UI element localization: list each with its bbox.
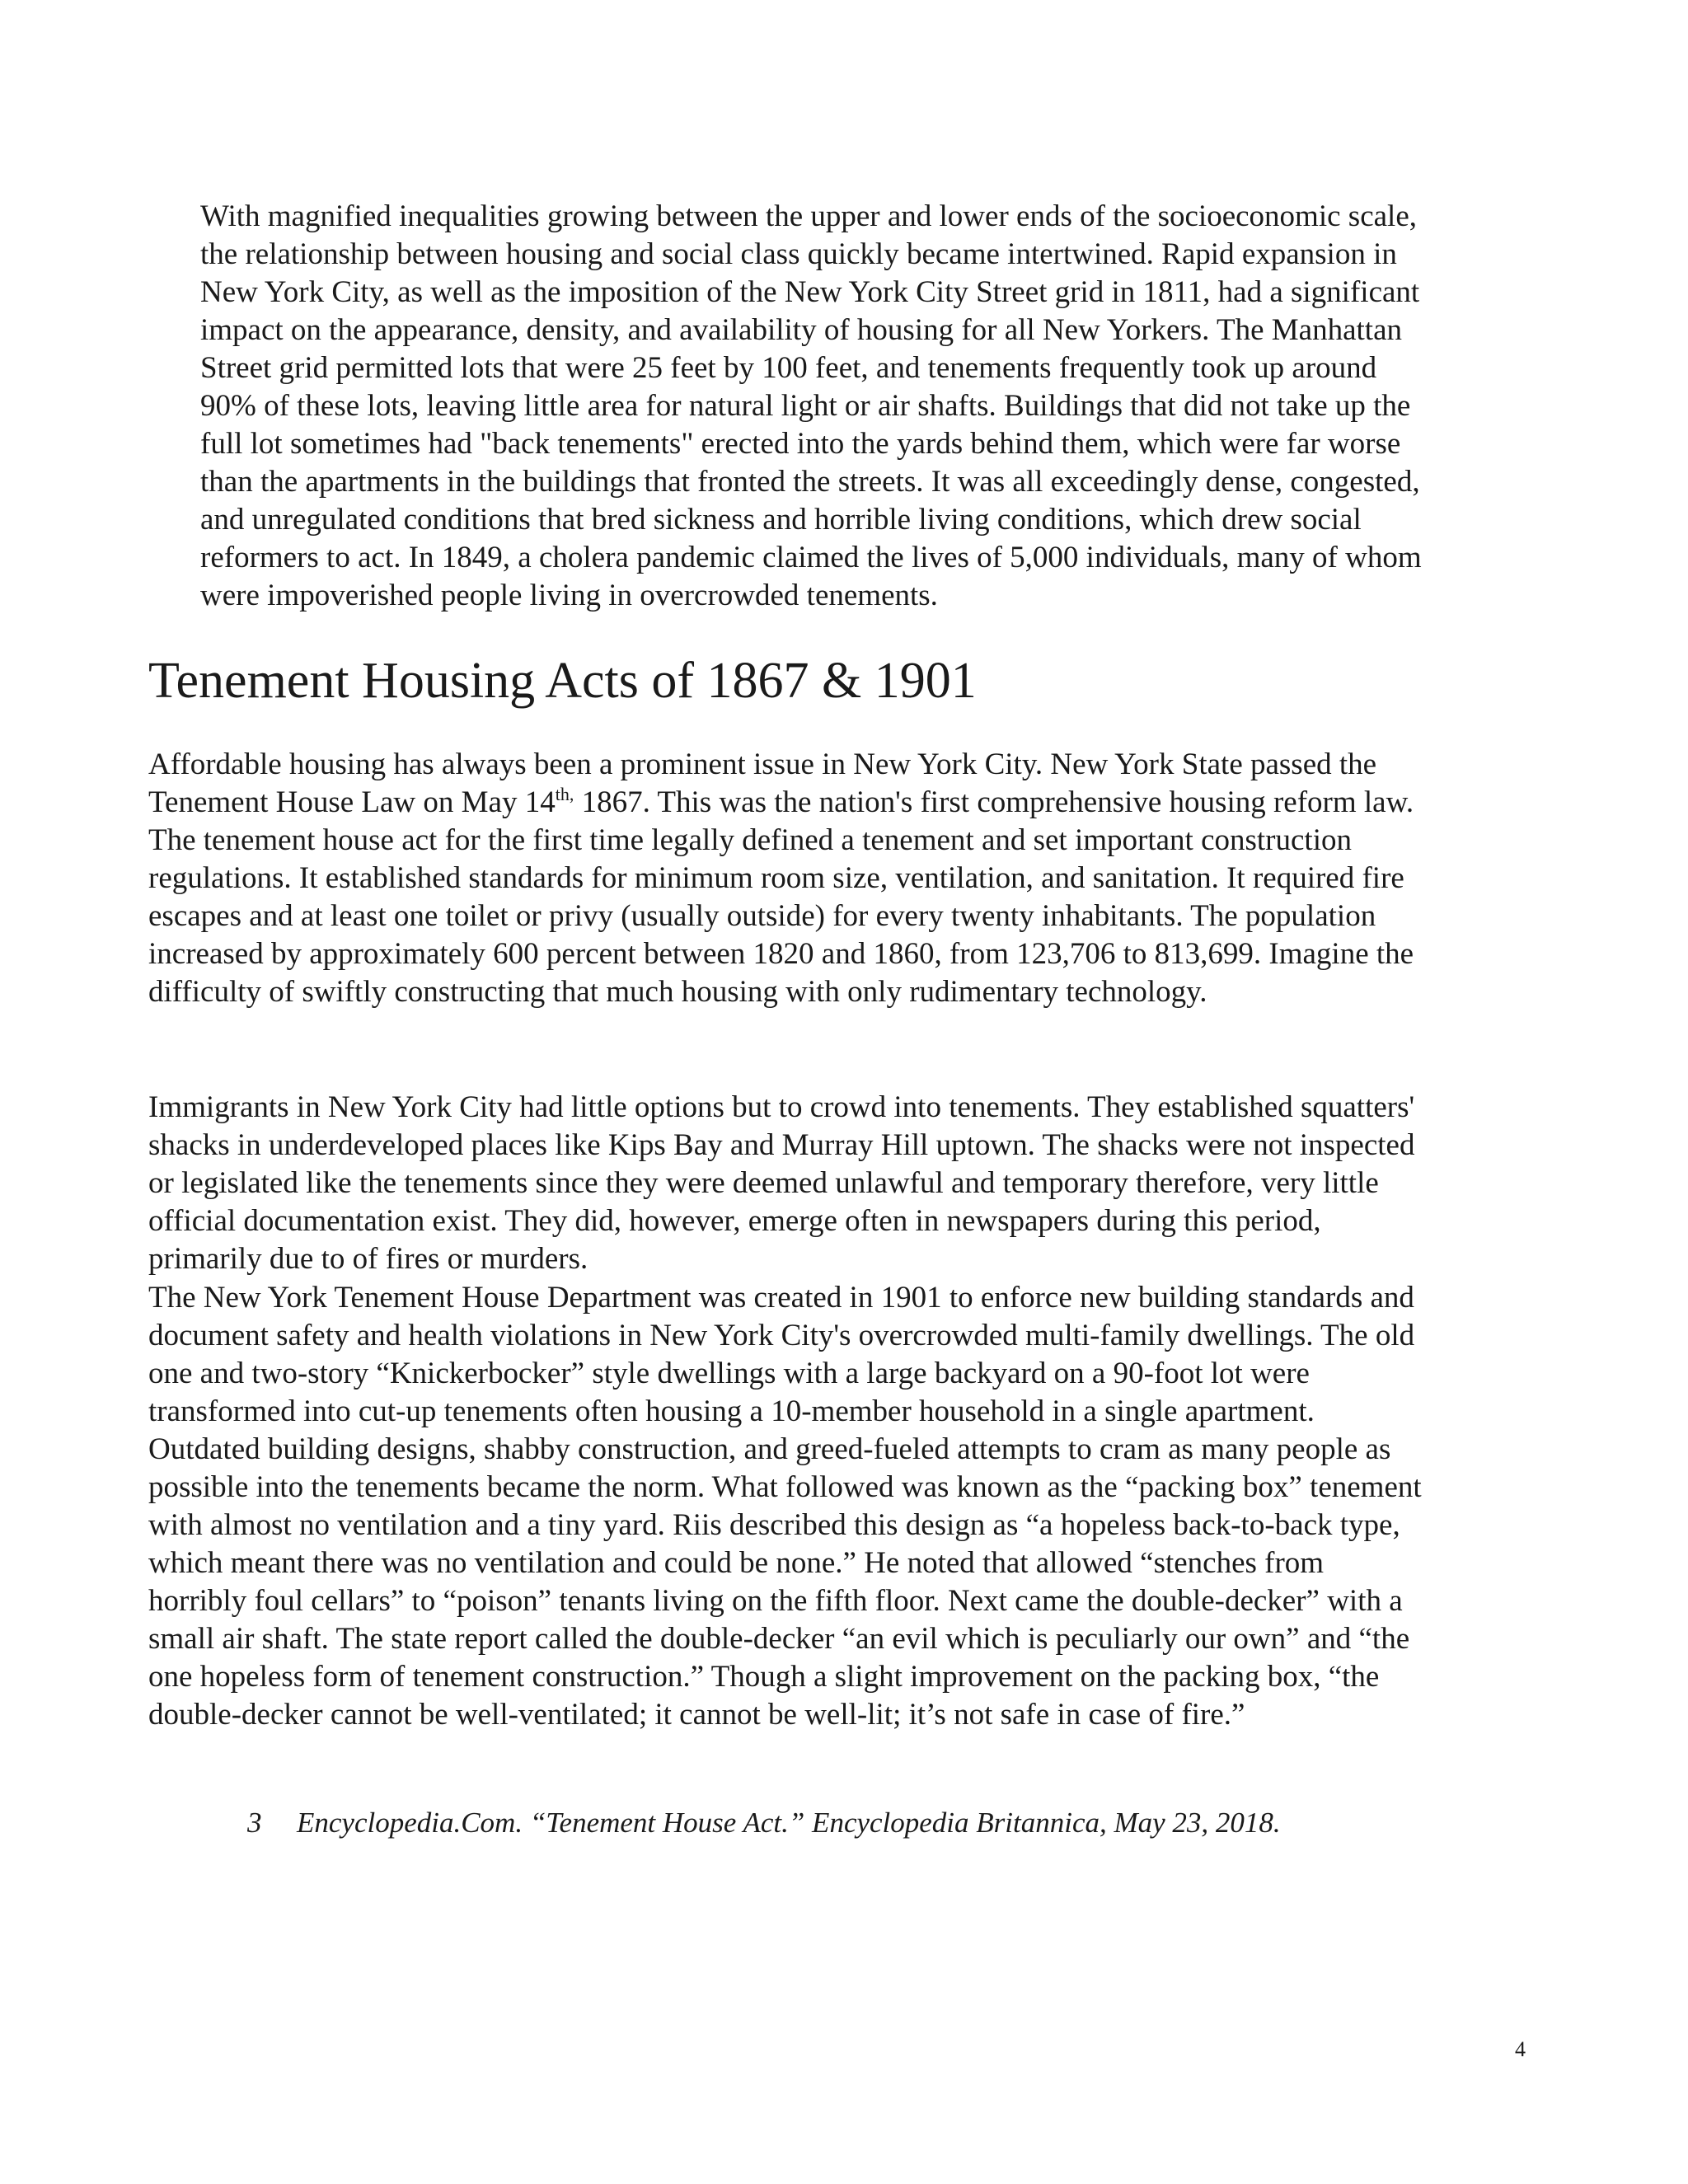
section-heading: Tenement Housing Acts of 1867 & 1901 <box>148 653 977 709</box>
page-number: 4 <box>1515 2037 1526 2061</box>
text-line: New York City, as well as the imposition of the New York City Street grid in 1811, had a significant <box>200 275 1420 309</box>
text-line: Street grid permitted lots that were 25 feet by 100 feet, and tenements frequently took up around <box>200 351 1377 385</box>
text-line: small air shaft. The state report called the double-decker “an evil which is peculiarly our own” and “the <box>148 1622 1410 1656</box>
text-line: which meant there was no ventilation and could be none.” He noted that allowed “stenches from <box>148 1546 1325 1580</box>
text-line: The tenement house act for the first time legally defined a tenement and set important construction <box>148 823 1352 857</box>
footnote <box>247 1805 1281 1841</box>
text-line: horribly foul cellars” to “poison” tenants living on the fifth floor. Next came the double-decker” with a <box>148 1584 1403 1618</box>
text-line: than the apartments in the buildings that fronted the streets. It was all exceedingly dense, congested, <box>200 465 1420 499</box>
text-line: official documentation exist. They did, however, emerge often in newspapers during this period, <box>148 1204 1321 1238</box>
text-line: reformers to act. In 1849, a cholera pandemic claimed the lives of 5,000 individuals, many of whom <box>200 541 1422 574</box>
text-line: impact on the appearance, density, and availability of housing for all New Yorkers. The Manhattan <box>200 313 1403 347</box>
paragraph-housing-law <box>148 746 1541 1011</box>
text-line: the relationship between housing and social class quickly became intertwined. Rapid expansion in <box>200 237 1397 271</box>
text-line <box>148 784 1541 822</box>
text-line: difficulty of swiftly constructing that much housing with only rudimentary technology. <box>148 975 1207 1009</box>
paragraph-tenement-department <box>148 1279 1541 1734</box>
intro-paragraph <box>200 198 1552 615</box>
text-line: Immigrants in New York City had little options but to crowd into tenements. They established squatters' <box>148 1090 1415 1124</box>
text-line: one hopeless form of tenement construction.” Though a slight improvement on the packing box, “the <box>148 1660 1380 1694</box>
text-line: one and two-story “Knickerbocker” style dwellings with a large backyard on a 90-foot lot were <box>148 1357 1310 1390</box>
text-line: Affordable housing has always been a prominent issue in New York City. New York State passed the <box>148 748 1377 781</box>
text-line: or legislated like the tenements since they were deemed unlawful and temporary therefore, very little <box>148 1166 1379 1200</box>
ordinal-superscript: th, <box>555 784 574 804</box>
text-line: escapes and at least one toilet or privy (usually outside) for every twenty inhabitants. The population <box>148 899 1376 933</box>
text-line: document safety and health violations in New York City's overcrowded multi-family dwellings. The old <box>148 1319 1415 1352</box>
text-segment: Tenement House Law on May 14 <box>148 785 556 819</box>
text-line: shacks in underdeveloped places like Kips Bay and Murray Hill uptown. The shacks were not inspected <box>148 1128 1415 1162</box>
footnote-text: Encyclopedia.Com. “Tenement House Act.” Encyclopedia Britannica, May 23, 2018. <box>297 1807 1281 1839</box>
text-line: transformed into cut-up tenements often housing a 10-member household in a single apartment. <box>148 1394 1315 1428</box>
text-line: regulations. It established standards for minimum room size, ventilation, and sanitation. It required fire <box>148 861 1404 895</box>
text-line: increased by approximately 600 percent between 1820 and 1860, from 123,706 to 813,699. Imagine the <box>148 937 1414 971</box>
text-line: double-decker cannot be well-ventilated; it cannot be well-lit; it’s not safe in case of fire.” <box>148 1698 1245 1732</box>
text-line: and unregulated conditions that bred sickness and horrible living conditions, which drew social <box>200 503 1362 537</box>
text-line: The New York Tenement House Department was created in 1901 to enforce new building standards and <box>148 1281 1414 1315</box>
text-line: were impoverished people living in overcrowded tenements. <box>200 579 938 612</box>
text-line: With magnified inequalities growing between the upper and lower ends of the socioeconomic scale, <box>200 199 1417 233</box>
text-line: with almost no ventilation and a tiny yard. Riis described this design as “a hopeless back-to-back type, <box>148 1508 1400 1542</box>
paragraph-immigrants <box>148 1089 1541 1278</box>
text-line: full lot sometimes had "back tenements" erected into the yards behind them, which were far worse <box>200 427 1401 461</box>
text-line: 90% of these lots, leaving little area for natural light or air shafts. Buildings that did not take up the <box>200 389 1411 423</box>
text-segment: 1867. This was the nation's first comprehensive housing reform law. <box>574 785 1414 819</box>
text-line: primarily due to of fires or murders. <box>148 1242 588 1276</box>
text-line: Outdated building designs, shabby construction, and greed-fueled attempts to cram as many people as <box>148 1432 1391 1466</box>
footnote-number: 3 <box>247 1807 262 1839</box>
text-line: possible into the tenements became the norm. What followed was known as the “packing box” tenement <box>148 1470 1422 1504</box>
